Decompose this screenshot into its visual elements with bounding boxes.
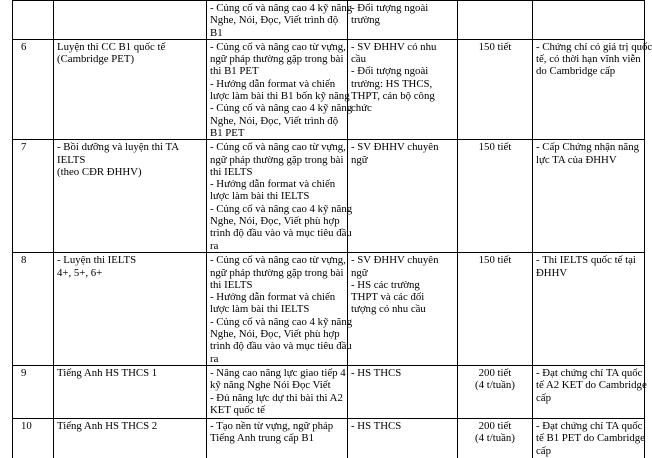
content-line: Nghe, Nói, Đọc, Viết trình độ	[210, 115, 344, 127]
audience-cell	[348, 253, 458, 366]
audience-line: - HS THCS	[351, 420, 454, 432]
content-cell	[207, 365, 348, 418]
course-table	[12, 0, 645, 458]
row-number: 6	[21, 41, 50, 53]
program-line: IELTS	[57, 154, 203, 166]
audience-line: - HS THCS	[351, 367, 454, 379]
content-line: Nghe, Nói, Đọc, Viết phù hợp	[210, 328, 344, 340]
audience-line: ngữ	[351, 267, 454, 279]
audience-line: THPT và các đối	[351, 291, 454, 303]
content-line: trình độ đầu vào và mục tiêu đầu	[210, 227, 344, 239]
content-line: B1 PET	[210, 127, 344, 139]
row-number-cell	[13, 140, 54, 253]
outcome-line: - Thi IELTS quốc tế tại	[536, 254, 641, 266]
row-number-cell	[13, 418, 54, 458]
row-number: 9	[21, 367, 50, 379]
duration-cell	[458, 39, 533, 139]
program-line: - Luyện thi IELTS	[57, 254, 203, 266]
outcome-cell	[533, 1, 645, 40]
content-line: - Đủ năng lực dự thi bài thi A2	[210, 392, 344, 404]
content-line: ngữ pháp thường gặp trong bài	[210, 154, 344, 166]
audience-line: - HS các trường	[351, 279, 454, 291]
content-line: - Nâng cao năng lực giao tiếp 4	[210, 367, 344, 379]
audience-line: THPT, cán bộ công	[351, 90, 454, 102]
content-line: thi B1 PET	[210, 65, 344, 77]
table-row	[13, 1, 645, 40]
content-line: KET quốc tế	[210, 404, 344, 416]
duration-cell	[458, 418, 533, 458]
content-line: ra	[210, 353, 344, 365]
duration-line: 200 tiết	[461, 367, 529, 379]
outcome-line: tế, có thời hạn vĩnh viễn	[536, 53, 641, 65]
duration-cell	[458, 253, 533, 366]
duration-line: 150 tiết	[461, 141, 529, 153]
content-line: lược làm bài thi B1 bốn kỹ năng	[210, 90, 344, 102]
table-row	[13, 39, 645, 139]
content-line: trình độ đầu vào và mục tiêu đầu	[210, 340, 344, 352]
duration-line: 150 tiết	[461, 254, 529, 266]
content-line: - Củng cố và nâng cao từ vựng,	[210, 254, 344, 266]
audience-cell	[348, 1, 458, 40]
program-cell	[54, 365, 207, 418]
table-row	[13, 418, 645, 458]
audience-line: ngữ	[351, 154, 454, 166]
audience-line: chức	[351, 102, 454, 114]
content-line: Nghe, Nói, Đọc, Viết trình độ	[210, 14, 344, 26]
outcome-cell	[533, 140, 645, 253]
row-number: 10	[21, 420, 50, 432]
duration-line: (4 t/tuần)	[461, 432, 529, 444]
content-cell	[207, 1, 348, 40]
audience-line: - SV ĐHHV chuyên	[351, 141, 454, 153]
program-line: Tiếng Anh HS THCS 2	[57, 420, 203, 432]
program-line: Luyện thi CC B1 quốc tế	[57, 41, 203, 53]
content-cell	[207, 140, 348, 253]
outcome-line: tế B1 PET do Cambridge	[536, 432, 641, 444]
program-cell	[54, 140, 207, 253]
audience-line: tượng có nhu cầu	[351, 303, 454, 315]
content-line: ngữ pháp thường gặp trong bài	[210, 267, 344, 279]
audience-line: trường: HS THCS,	[351, 78, 454, 90]
program-line: (Cambridge PET)	[57, 53, 203, 65]
duration-line: (4 t/tuần)	[461, 379, 529, 391]
content-cell	[207, 418, 348, 458]
content-line: Nghe, Nói, Đọc, Viết phù hợp	[210, 215, 344, 227]
content-line: ra	[210, 240, 344, 252]
content-line: Tiếng Anh trung cấp B1	[210, 432, 344, 444]
content-line: ngữ pháp thường gặp trong bài	[210, 53, 344, 65]
row-number-cell	[13, 253, 54, 366]
row-number: 7	[21, 141, 50, 153]
duration-line: 200 tiết	[461, 420, 529, 432]
program-cell	[54, 418, 207, 458]
content-line: - Củng cố và nâng cao 4 kỹ năng	[210, 203, 344, 215]
program-cell	[54, 39, 207, 139]
content-line: thi IELTS	[210, 279, 344, 291]
content-line: lược làm bài thi IELTS	[210, 303, 344, 315]
content-line: B1	[210, 27, 344, 39]
duration-cell	[458, 1, 533, 40]
audience-line: - SV ĐHHV chuyên	[351, 254, 454, 266]
content-line: - Củng cố và nâng cao 4 kỹ năng	[210, 316, 344, 328]
content-line: - Củng cố và nâng cao 4 kỹ năng	[210, 102, 344, 114]
duration-cell	[458, 365, 533, 418]
table-body	[13, 1, 645, 458]
audience-line: trường	[351, 14, 454, 26]
outcome-cell	[533, 39, 645, 139]
content-line: - Củng cố và nâng cao từ vựng,	[210, 141, 344, 153]
outcome-line: - Chứng chỉ có giá trị quốc	[536, 41, 641, 53]
row-number-cell	[13, 39, 54, 139]
content-line: - Hướng dẫn format và chiến	[210, 291, 344, 303]
program-cell	[54, 1, 207, 40]
row-number: 8	[21, 254, 50, 266]
program-line: 4+, 5+, 6+	[57, 267, 203, 279]
content-line: - Củng cố và nâng cao từ vựng,	[210, 41, 344, 53]
audience-cell	[348, 365, 458, 418]
audience-cell	[348, 39, 458, 139]
program-line: - Bồi dưỡng và luyện thi TA	[57, 141, 203, 153]
outcome-line: - Đạt chứng chỉ TA quốc	[536, 367, 641, 379]
row-number-cell	[13, 1, 54, 40]
audience-line: - Đối tượng ngoài	[351, 65, 454, 77]
audience-line: - SV ĐHHV có nhu	[351, 41, 454, 53]
content-cell	[207, 39, 348, 139]
content-line: - Tạo nền từ vựng, ngữ pháp	[210, 420, 344, 432]
outcome-cell	[533, 253, 645, 366]
content-cell	[207, 253, 348, 366]
table-row	[13, 365, 645, 418]
duration-cell	[458, 140, 533, 253]
content-line: kỹ năng Nghe Nói Đọc Viết	[210, 379, 344, 391]
outcome-line: - Đạt chứng chỉ TA quốc	[536, 420, 641, 432]
content-line: lược làm bài thi IELTS	[210, 190, 344, 202]
outcome-line: cấp	[536, 445, 641, 457]
table-row	[13, 140, 645, 253]
program-cell	[54, 253, 207, 366]
audience-cell	[348, 418, 458, 458]
content-line: - Hướng dẫn format và chiến	[210, 178, 344, 190]
outcome-cell	[533, 418, 645, 458]
outcome-line: ĐHHV	[536, 267, 641, 279]
outcome-cell	[533, 365, 645, 418]
content-line: - Hướng dẫn format và chiến	[210, 78, 344, 90]
row-number-cell	[13, 365, 54, 418]
outcome-line: - Cấp Chứng nhận năng	[536, 141, 641, 153]
duration-line: 150 tiết	[461, 41, 529, 53]
outcome-line: cấp	[536, 392, 641, 404]
table-row	[13, 253, 645, 366]
audience-line: - Đối tượng ngoài	[351, 2, 454, 14]
program-line: Tiếng Anh HS THCS 1	[57, 367, 203, 379]
audience-cell	[348, 140, 458, 253]
outcome-line: lực TA của ĐHHV	[536, 154, 641, 166]
content-line: thi IELTS	[210, 166, 344, 178]
outcome-line: tế A2 KET do Cambridge	[536, 379, 641, 391]
program-line: (theo CĐR ĐHHV)	[57, 166, 203, 178]
audience-line: cầu	[351, 53, 454, 65]
content-line: - Củng cố và nâng cao 4 kỹ năng	[210, 2, 344, 14]
outcome-line: do Cambridge cấp	[536, 65, 641, 77]
